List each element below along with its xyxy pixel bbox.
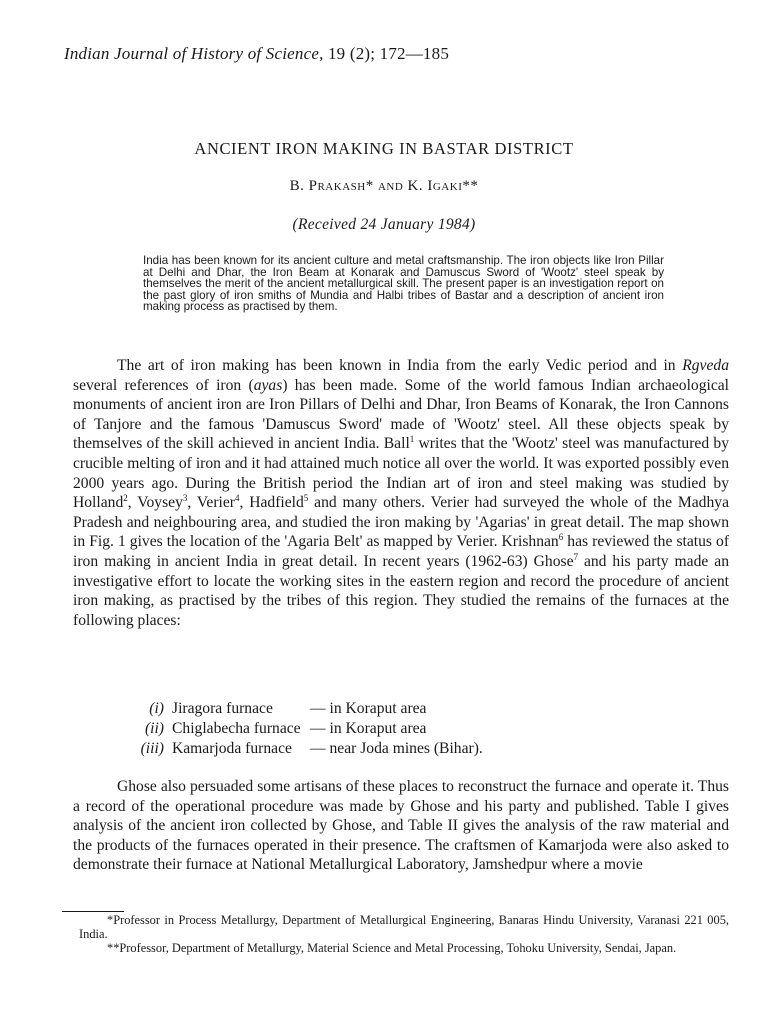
abstract: India has been known for its ancient culture and metal craftsmanship. The iron objects like Iron Pillar at Delhi and Dhar, the Iron Beam at Konarak and Damuscus Sword of 'Wootz' steel speak by themselves the merit of the ancient metallurgical skill. The present paper is an investigation report on the past glory of iron smiths of Mundia and Halbi tribes of Bastar and a description of ancient iron making process as practised by them. bbox=[143, 254, 664, 313]
text-run: , Hadfield bbox=[239, 494, 304, 512]
article-title: ANCIENT IRON MAKING IN BASTAR DISTRICT bbox=[194, 139, 574, 158]
furnace-location: — in Koraput area bbox=[310, 700, 427, 717]
text-run: has reviewed the status of iron making in ancient India in great detail. In recent years (1962-63) Ghose bbox=[73, 533, 730, 570]
list-number: (iii) bbox=[140, 740, 164, 757]
reference-mark: 4 bbox=[234, 492, 240, 503]
text-run: , Verier bbox=[187, 494, 235, 512]
list-item bbox=[126, 739, 483, 759]
rgveda-term: Rgveda bbox=[682, 357, 729, 374]
text-run: , Voysey bbox=[127, 494, 183, 512]
reference-mark: 5 bbox=[303, 492, 309, 503]
reference-mark: 2 bbox=[123, 492, 128, 503]
list-item bbox=[126, 719, 483, 739]
text-run: and his party made an investigative effort to locate the working sites in the eastern region and record the procedure of ancient iron making, as practised by the tribes of this region. They studied the remains of the furnaces at the following places: bbox=[73, 552, 729, 629]
journal-citation bbox=[64, 44, 449, 64]
furnace-location: — near Joda mines (Bihar). bbox=[310, 740, 483, 757]
paragraph: Ghose also persuaded some artisans of these places to reconstruct the furnace and operate it. Thus a record of the operational procedure was made by Ghose and his party and published. Table I gives analysis of the ancient iron collected by Ghose, and Table II gives the analysis of the raw material and the products of the furnaces operated in their presence. The craftsmen of Kamarjoda were also asked to demonstrate their furnace at National Metallurgical Laboratory, Jamshedpur where a movie bbox=[73, 778, 729, 874]
reference-mark: 6 bbox=[558, 532, 564, 543]
journal-name: Indian Journal of History of Science, bbox=[64, 44, 324, 63]
body-paragraph-1 bbox=[73, 356, 729, 630]
text-run: The art of iron making has been known in India from the early Vedic period and in bbox=[117, 357, 683, 374]
reference-mark: 7 bbox=[573, 551, 578, 562]
received-date: (Received 24 January 1984) bbox=[292, 216, 476, 233]
article-authors: B. Prakash* and K. Igaki** bbox=[289, 178, 479, 194]
reference-mark: 1 bbox=[409, 434, 415, 445]
journal-volume-pages: 19 (2); 172—185 bbox=[327, 44, 450, 63]
list-item bbox=[126, 699, 483, 719]
furnace-name: Chiglabecha furnace bbox=[172, 720, 301, 737]
text-run: ) has been made. Some of the world famous Indian archaeological monuments of ancient iron are Iron Pillars of Delhi and Dhar, Iron Beams of Konarak, the Iron Cannons of Tanjore and the famous 'Damuscus Sword' made of 'Wootz' steel. All these objects speak by themselves of the skill achieved in ancient India. Ball bbox=[73, 376, 729, 453]
body-paragraph-2 bbox=[73, 777, 729, 875]
furnace-list bbox=[126, 699, 483, 759]
text-run: several references of iron ( bbox=[73, 376, 254, 394]
list-number: (ii) bbox=[144, 720, 164, 737]
paragraph bbox=[73, 356, 729, 630]
footnote: *Professor in Process Metallurgy, Department of Metallurgical Engineering, Banaras Hindu University, Varanasi 221 005, India. bbox=[79, 913, 729, 941]
footnote-divider bbox=[62, 911, 124, 912]
footnotes bbox=[79, 914, 729, 955]
reference-mark: 3 bbox=[182, 492, 188, 503]
ayas-term: ayas bbox=[253, 376, 283, 394]
furnace-name: Jiragora furnace bbox=[172, 700, 273, 717]
text-run: writes that the 'Wootz' steel was manufactured by crucible melting of iron and it had attained much notice all over the world. It was exported possibly even 2000 years ago. During the British period the Indian art of iron and steel making was studied by Holland bbox=[73, 435, 729, 512]
furnace-name: Kamarjoda furnace bbox=[172, 740, 292, 757]
text-run: and many others. Verier had surveyed the whole of the Madhya Pradesh and neighbouring area, and studied the iron making by 'Agarias' in great detail. The map shown in Fig. 1 gives the location of the 'Agaria Belt' as mapped by Verier. Krishnan bbox=[73, 494, 729, 551]
list-number: (i) bbox=[149, 700, 164, 717]
footnote: **Professor, Department of Metallurgy, Material Science and Metal Processing, Tohoku University, Sendai, Japan. bbox=[107, 940, 677, 955]
furnace-location: — in Koraput area bbox=[310, 720, 427, 737]
